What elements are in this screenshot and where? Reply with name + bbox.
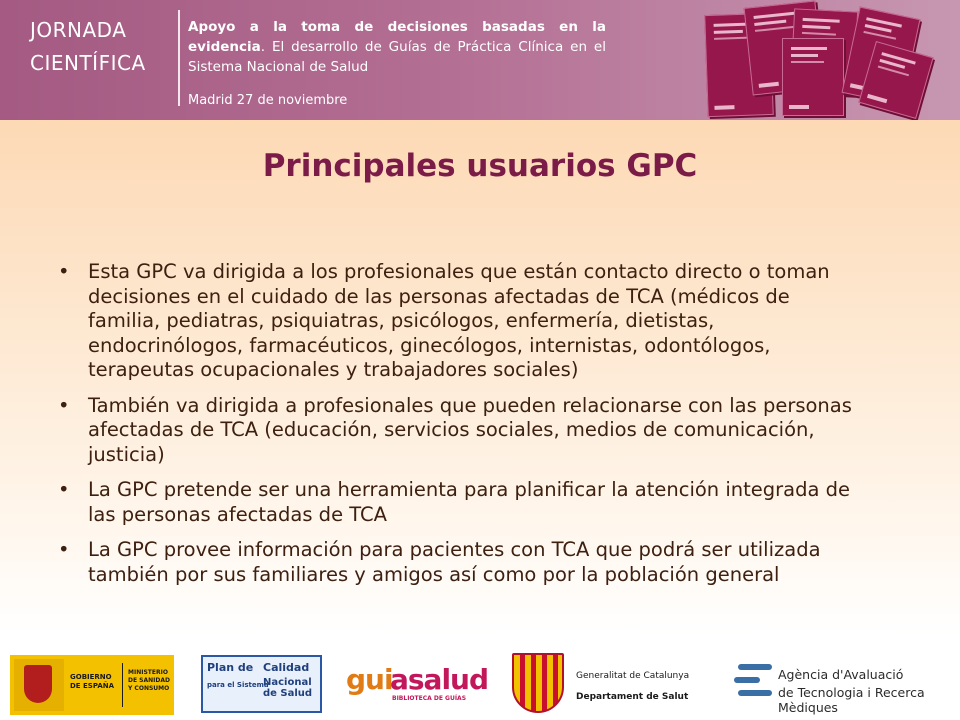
bullet-list [58,260,858,598]
generalitat-department: Departament de Salut [576,692,689,702]
slide-title: Principales usuarios GPC [262,148,698,184]
bullet-item: • También va dirigida a profesionales que pueden relacionarse con las personas afectadas de TCA (educación, servicios sociales, medios de comunicación, justicia) [58,394,858,468]
header-divider [178,10,180,106]
coat-of-arms-icon [14,659,64,711]
guiasalud-logo: gui asalud BIBLIOTECA DE GUÍAS [346,663,489,702]
bullet-item: • La GPC pretende ser una herramienta para planificar la atención integrada de las personas afectadas de TCA [58,478,858,527]
header-band [0,0,960,120]
bullet-item: • La GPC provee información para pacientes con TCA que podrá ser utilizada también por sus familiares y amigos así como por la población general [58,538,858,587]
aquas-name-line2: de Tecnologia i Recerca Mèdiques [778,685,925,715]
gobierno-espana-logo [10,655,174,715]
event-subtitle [188,17,606,77]
generalitat-name: Generalitat de Catalunya [576,671,690,681]
guide-cover [782,38,844,116]
event-subtitle-bold: Apoyo a la toma de decisiones basadas en la evidencia [188,19,606,55]
plan-calidad-logo: Plan de Calidad para el Sistema Nacional de Salud [201,655,322,713]
aquas-logo-icon [734,660,774,700]
bullet-item: • Esta GPC va dirigida a los profesionales que están contacto directo o toman decisiones en el cuidado de las personas afectadas de TCA (médicos de familia, pediatras, psiquiatras, psicólogos, enfermería, dietistas, endocrinólogos, farmacéuticos, ginecólogos, internistas, odontólogos, terapeutas ocupacionales y trabajadores sociales) [58,260,858,383]
event-subtitle-rest: . El desarrollo de Guías de Práctica Clínica en el Sistema Nacional de Salud [188,39,606,75]
slide-body [0,120,960,635]
ministerio-text: MINISTERIO DE SANIDAD Y CONSUMO [128,669,170,692]
event-name [30,14,146,80]
gobierno-text: GOBIERNO DE ESPAÑA [70,673,115,690]
generalitat-emblem-icon [512,653,564,713]
footer-logos [0,635,960,720]
event-date: Madrid 27 de noviembre [188,93,348,108]
event-name-line2: CIENTÍFICA [30,51,146,75]
aquas-name-line1: Agència d'Avaluació [778,667,904,682]
event-name-line1: JORNADA [30,18,127,42]
